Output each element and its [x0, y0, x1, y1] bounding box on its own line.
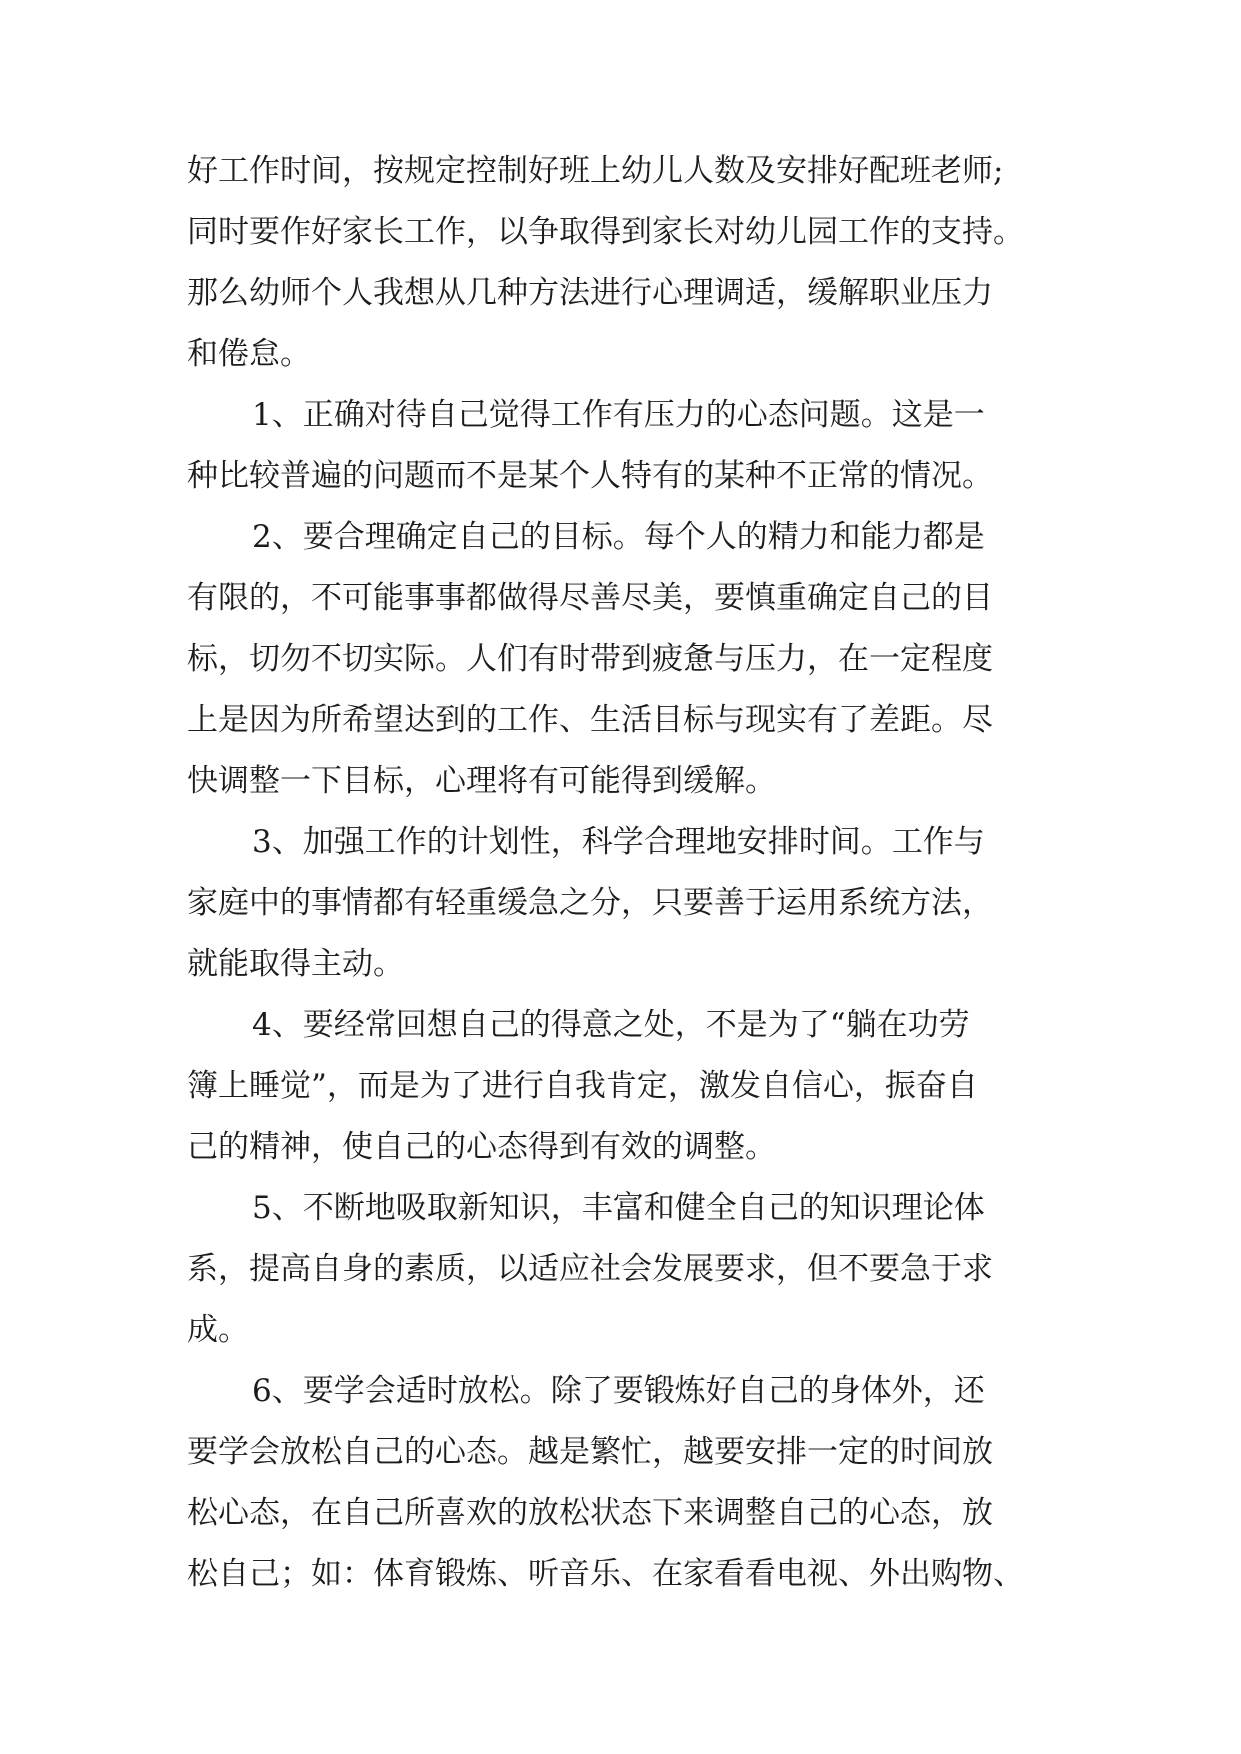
text-line: 有限的，不可能事事都做得尽善尽美，要慎重确定自己的目 — [187, 580, 993, 616]
text-line: 成。 — [187, 1312, 249, 1348]
text-line: 种比较普遍的问题而不是某个人特有的某种不正常的情况。 — [187, 458, 993, 494]
text-line: 同时要作好家长工作，以争取得到家长对幼儿园工作的支持。 — [187, 214, 1024, 250]
text-line: 簿上睡觉”，而是为了进行自我肯定，激发自信心，振奋自 — [187, 1068, 978, 1104]
text-line: 系，提高自身的素质，以适应社会发展要求，但不要急于求 — [187, 1251, 993, 1287]
text-line: 2、要合理确定自己的目标。每个人的精力和能力都是 — [252, 519, 985, 555]
text-line: 快调整一下目标，心理将有可能得到缓解。 — [187, 763, 776, 799]
text-line: 己的精神，使自己的心态得到有效的调整。 — [187, 1129, 776, 1165]
text-line: 6、要学会适时放松。除了要锻炼好自己的身体外，还 — [252, 1373, 985, 1409]
text-line: 4、要经常回想自己的得意之处，不是为了“躺在功劳 — [252, 1007, 970, 1043]
text-line: 5、不断地吸取新知识，丰富和健全自己的知识理论体 — [252, 1190, 985, 1226]
text-line: 标，切勿不切实际。人们有时带到疲惫与压力，在一定程度 — [187, 641, 993, 677]
text-line: 和倦怠。 — [187, 336, 311, 372]
text-line: 松自己；如：体育锻炼、听音乐、在家看看电视、外出购物、 — [187, 1556, 1024, 1592]
text-line: 家庭中的事情都有轻重缓急之分，只要善于运用系统方法， — [187, 885, 993, 921]
text-line: 3、加强工作的计划性，科学合理地安排时间。工作与 — [252, 824, 985, 860]
text-line: 要学会放松自己的心态。越是繁忙，越要安排一定的时间放 — [187, 1434, 993, 1470]
text-line: 松心态，在自己所喜欢的放松状态下来调整自己的心态，放 — [187, 1495, 993, 1531]
text-line: 好工作时间，按规定控制好班上幼儿人数及安排好配班老师; — [187, 153, 1004, 189]
text-line: 就能取得主动。 — [187, 946, 404, 982]
text-line: 上是因为所希望达到的工作、生活目标与现实有了差距。尽 — [187, 702, 993, 738]
text-line: 那么幼师个人我想从几种方法进行心理调适，缓解职业压力 — [187, 275, 993, 311]
text-line: 1、正确对待自己觉得工作有压力的心态问题。这是一 — [252, 397, 985, 433]
